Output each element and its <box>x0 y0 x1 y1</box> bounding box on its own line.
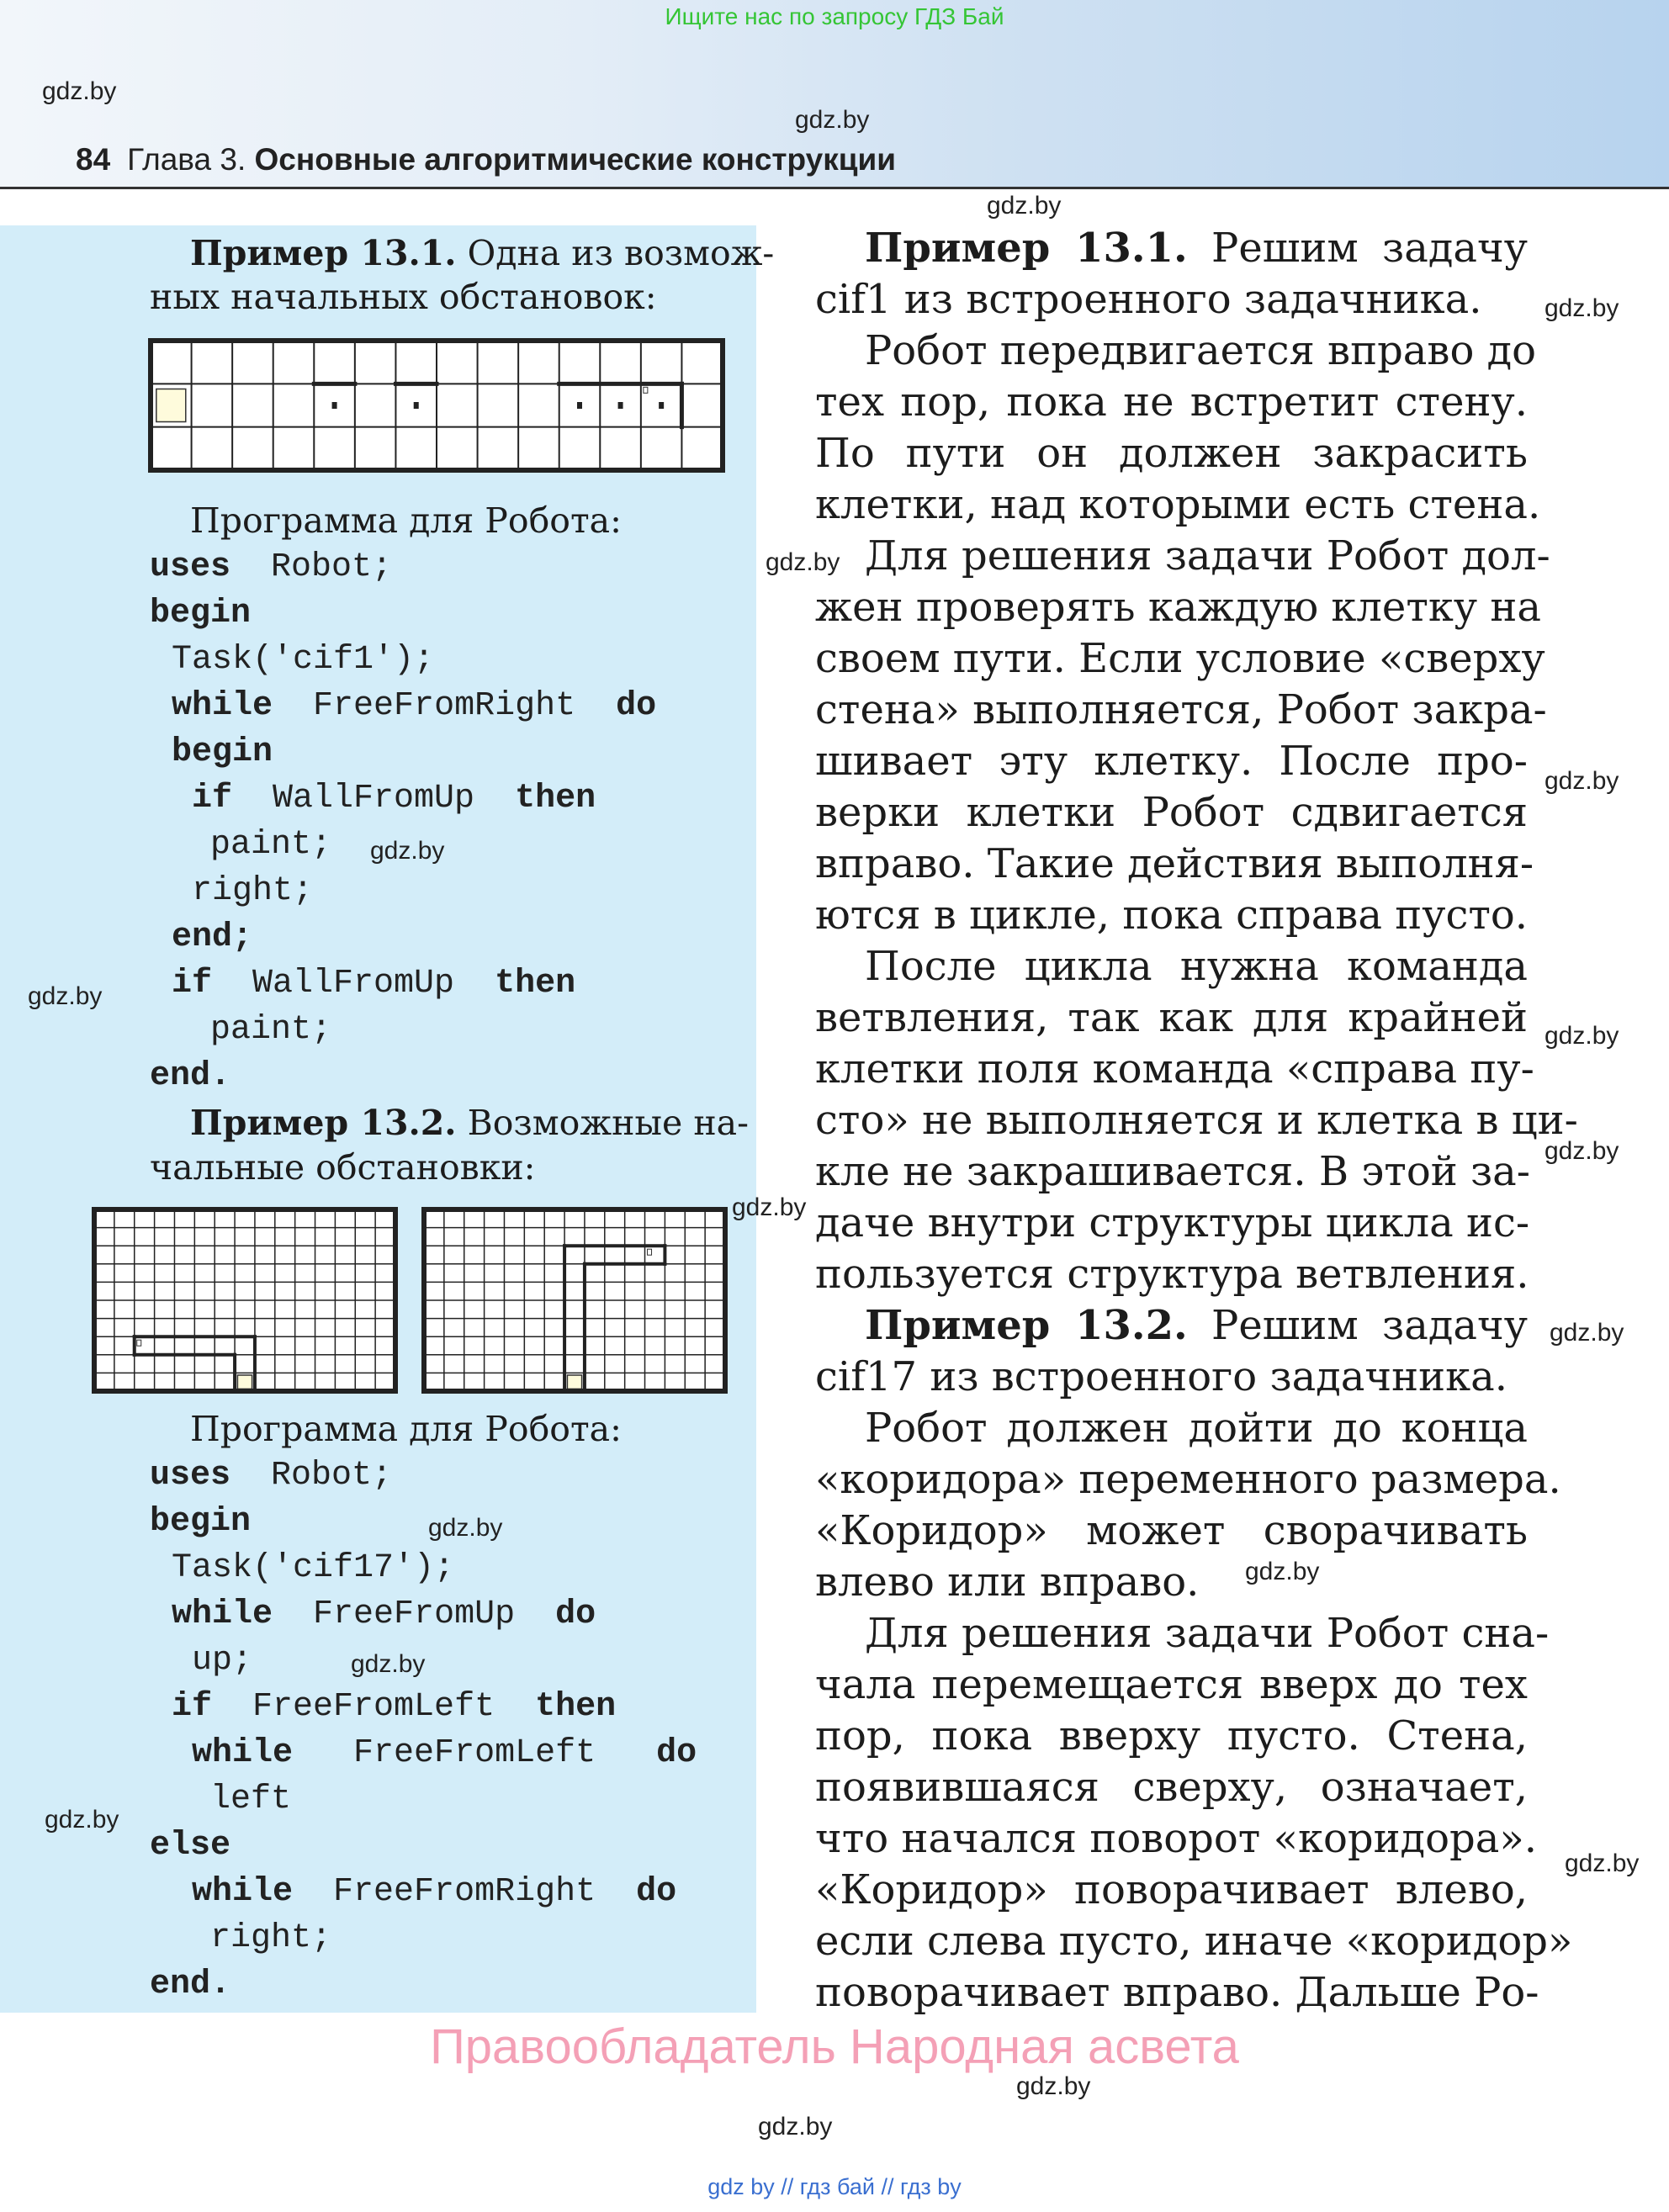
line-text: По пути он должен закрасить <box>815 430 1528 477</box>
code-keyword: if <box>172 1688 213 1726</box>
paint-dot <box>659 402 664 409</box>
robot-field-example2-left <box>92 1207 398 1394</box>
code-text: FreeFromRight <box>293 1873 637 1911</box>
line-text: клетки, над которыми есть стена. <box>815 481 1541 528</box>
text-line <box>815 1762 1528 1812</box>
watermark: gdz.by <box>1550 1319 1624 1347</box>
text-line <box>815 1249 1528 1299</box>
text-line <box>815 1095 1578 1146</box>
code-keyword: if <box>192 780 233 818</box>
page-number: 84 <box>76 142 111 177</box>
code-text: up; <box>192 1642 253 1680</box>
code-line <box>150 593 251 635</box>
text-line <box>815 1916 1573 1966</box>
code-keyword: begin <box>150 595 252 632</box>
line-text: появившаяся сверху, означает, <box>815 1764 1528 1811</box>
robot-field-example1 <box>148 338 725 473</box>
chapter-label: Глава 3. <box>127 142 246 177</box>
code-text: FreeFromLeft <box>212 1688 536 1726</box>
line-text: Робот должен дойти до конца <box>865 1405 1528 1452</box>
text-line <box>865 325 1537 376</box>
line-text: жен проверять каждую клетку на <box>815 584 1541 631</box>
code-keyword: while <box>172 1595 273 1633</box>
line-text: cif1 из встроенного задачника. <box>815 276 1482 323</box>
code-line <box>172 639 434 681</box>
code-line <box>192 871 313 913</box>
watermark: gdz.by <box>1016 2072 1091 2100</box>
text-line <box>865 223 1528 273</box>
text-line <box>815 377 1528 427</box>
code-keyword: end. <box>150 1966 231 2003</box>
line-text: что начался поворот «коридора». <box>815 1815 1537 1862</box>
watermark: gdz.by <box>766 548 840 576</box>
code-text: FreeFromUp <box>273 1595 556 1633</box>
line-text: Для решения задачи Робот дол- <box>865 532 1550 579</box>
watermark: gdz.by <box>370 837 445 865</box>
line-text: ветвления, так как для крайней <box>815 994 1528 1041</box>
code-keyword: then <box>515 780 596 818</box>
text-line <box>815 1659 1528 1710</box>
line-text: cif17 из встроенного задачника. <box>815 1353 1508 1400</box>
code-keyword: end. <box>150 1057 231 1095</box>
line-text: После цикла нужна команда <box>865 943 1528 990</box>
copyright-footer: Правообладатель Народная асвета <box>430 2019 1239 2074</box>
text-line <box>815 428 1528 479</box>
line-text: пор, пока вверху пусто. Стена, <box>815 1712 1528 1760</box>
code-line <box>172 685 656 728</box>
line-text: сто» не выполняется и клетка в ци- <box>815 1097 1578 1144</box>
watermark: gdz.by <box>987 192 1062 220</box>
watermark: gdz.by <box>428 1514 503 1542</box>
target-marker-icon <box>137 1340 141 1346</box>
text-line <box>815 1198 1528 1248</box>
example1-text-2: ных начальных обстановок: <box>150 277 657 317</box>
watermark: gdz.by <box>1544 1137 1619 1165</box>
paint-dot <box>577 402 582 409</box>
line-text: своем пути. Если условие «сверху <box>815 635 1545 682</box>
code-line <box>172 1548 454 1590</box>
code-line <box>150 1825 230 1867</box>
line-text: верки клетки Робот сдвигается <box>815 789 1528 836</box>
code-line <box>172 1686 616 1728</box>
watermark: gdz.by <box>45 1806 119 1834</box>
example-title: Пример 13.1. <box>865 225 1188 272</box>
code-line <box>172 732 273 774</box>
example2-text: Возможные на- <box>456 1103 749 1143</box>
text-line <box>815 1454 1561 1505</box>
code-line <box>192 1871 676 1913</box>
text-line <box>815 736 1528 786</box>
watermark: gdz.by <box>1565 1850 1640 1877</box>
line-text: «Коридор» поворачивает влево, <box>815 1866 1528 1913</box>
text-line <box>815 992 1528 1043</box>
text-line <box>865 531 1550 581</box>
watermark: gdz.by <box>1544 767 1619 795</box>
line-text: даче внутри структуры цикла ис- <box>815 1199 1530 1246</box>
line-text: пользуется структура ветвления. <box>815 1251 1529 1298</box>
code-keyword: end; <box>172 918 253 956</box>
code-line <box>210 1779 291 1821</box>
code-line <box>150 1501 251 1543</box>
code-keyword: do <box>616 687 657 725</box>
paint-dot <box>332 402 337 409</box>
text-line <box>865 1300 1528 1351</box>
example-title: Пример 13.2. <box>865 1302 1188 1349</box>
code-keyword: uses <box>150 548 231 586</box>
code-text: WallFromUp <box>232 780 516 818</box>
line-text: Решим задачу <box>1187 1302 1528 1349</box>
line-text: вправо. Такие действия выполня- <box>815 840 1534 887</box>
code-line <box>210 824 331 866</box>
code-text: left <box>210 1781 292 1818</box>
text-line <box>815 1044 1534 1094</box>
line-text: Для решения задачи Робот сна- <box>865 1610 1550 1657</box>
line-text: если слева пусто, иначе «коридор» <box>815 1918 1573 1965</box>
code-text: FreeFromLeft <box>293 1734 657 1772</box>
watermark: gdz.by <box>758 2113 833 2141</box>
chapter-header <box>76 141 896 178</box>
code-line <box>210 1009 331 1051</box>
chapter-title: Основные алгоритмические конструкции <box>254 142 896 177</box>
code-keyword: if <box>172 965 213 1003</box>
text-line <box>815 1711 1528 1761</box>
line-text: шивает эту клетку. После про- <box>815 738 1528 785</box>
code-line <box>172 963 575 1005</box>
text-line <box>815 1352 1528 1402</box>
line-text: ются в цикле, пока справа пусто. <box>815 892 1529 939</box>
text-line <box>815 685 1547 735</box>
line-text: Решим задачу <box>1187 225 1528 272</box>
line-text: тех пор, пока не встретит стену. <box>815 378 1528 426</box>
code-text: paint; <box>210 1011 332 1049</box>
code-line <box>210 1918 331 1960</box>
code-text: paint; <box>210 826 332 864</box>
code-text: right; <box>192 872 314 910</box>
text-line <box>865 1403 1528 1453</box>
code-keyword: do <box>555 1595 596 1633</box>
program-label-2: Программа для Робота: <box>190 1409 622 1449</box>
code-line <box>172 917 252 959</box>
robot-field-example2-right <box>421 1207 728 1394</box>
bottom-links[interactable]: gdz by // гдз бай // гдз by <box>707 2174 962 2199</box>
line-text: Робот передвигается вправо до <box>865 327 1537 374</box>
code-keyword: then <box>535 1688 617 1726</box>
text-line <box>865 1608 1550 1659</box>
text-line <box>815 787 1528 838</box>
watermark: gdz.by <box>42 77 117 105</box>
code-line <box>172 1594 596 1636</box>
target-marker-icon <box>644 387 648 393</box>
text-line <box>815 890 1528 940</box>
code-keyword: while <box>172 687 273 725</box>
target-marker-icon <box>648 1249 652 1255</box>
code-line <box>192 778 596 820</box>
example1-text: Одна из возмож- <box>456 233 775 273</box>
robot-icon <box>156 389 186 421</box>
code-text: Robot; <box>230 1457 393 1495</box>
code-text: right; <box>210 1919 332 1957</box>
code-text: FreeFromRight <box>273 687 617 725</box>
text-line <box>815 1813 1537 1864</box>
text-line <box>815 1557 1528 1607</box>
watermark: gdz.by <box>1544 1022 1619 1050</box>
code-line <box>150 1964 230 2006</box>
line-text: «Коридор» может сворачивать <box>815 1507 1528 1554</box>
text-line <box>865 941 1528 992</box>
watermark: gdz.by <box>1544 294 1619 322</box>
code-text: Task('cif1'); <box>172 641 435 679</box>
code-keyword: uses <box>150 1457 231 1495</box>
code-keyword: while <box>192 1873 294 1911</box>
code-keyword: do <box>636 1873 677 1911</box>
code-line <box>150 1056 230 1098</box>
line-text: кле не закрашивается. В этой за- <box>815 1148 1530 1195</box>
example2-heading <box>190 1102 749 1144</box>
line-text: «коридора» переменного размера. <box>815 1456 1561 1503</box>
text-line <box>815 1146 1528 1197</box>
code-keyword: while <box>192 1734 294 1772</box>
code-keyword: do <box>656 1734 697 1772</box>
code-line <box>192 1733 697 1775</box>
text-line <box>815 839 1534 889</box>
example1-heading <box>190 232 774 274</box>
example2-text-2: чальные обстановки: <box>150 1147 536 1188</box>
code-text: Task('cif17'); <box>172 1549 455 1587</box>
watermark: gdz.by <box>732 1193 807 1221</box>
code-text: Robot; <box>230 548 393 586</box>
watermark: gdz.by <box>1245 1558 1320 1585</box>
code-line <box>192 1640 252 1682</box>
code-line <box>150 547 392 589</box>
example2-title: Пример 13.2. <box>190 1103 457 1143</box>
watermark: gdz.by <box>351 1650 426 1678</box>
robot-icon <box>237 1375 252 1389</box>
code-text: WallFromUp <box>212 965 495 1003</box>
top-search-note[interactable]: Ищите нас по запросу ГДЗ Бай <box>665 3 1004 29</box>
watermark: gdz.by <box>795 106 870 134</box>
code-keyword: begin <box>150 1503 252 1541</box>
line-text: стена» выполняется, Робот закра- <box>815 686 1547 733</box>
text-line <box>815 633 1545 684</box>
robot-icon <box>567 1375 581 1389</box>
code-keyword: then <box>495 965 576 1003</box>
example1-title: Пример 13.1. <box>190 233 457 273</box>
line-text: чала перемещается вверх до тех <box>815 1661 1528 1708</box>
code-keyword: begin <box>172 733 273 771</box>
text-line <box>815 582 1541 632</box>
program-label-1: Программа для Робота: <box>190 500 622 541</box>
line-text: влево или вправо. <box>815 1558 1200 1606</box>
text-line <box>815 274 1528 325</box>
header-divider <box>0 187 1669 189</box>
paint-dot <box>618 402 623 409</box>
text-line <box>815 1967 1539 2018</box>
line-text: клетки поля команда «справа пу- <box>815 1045 1534 1093</box>
text-line <box>815 479 1541 530</box>
code-line <box>150 1455 392 1497</box>
line-text: поворачивает вправо. Дальше Ро- <box>815 1969 1539 2016</box>
text-line <box>815 1865 1528 1915</box>
code-keyword: else <box>150 1827 231 1865</box>
watermark: gdz.by <box>28 982 103 1010</box>
text-line <box>815 1506 1528 1556</box>
paint-dot <box>414 402 419 409</box>
